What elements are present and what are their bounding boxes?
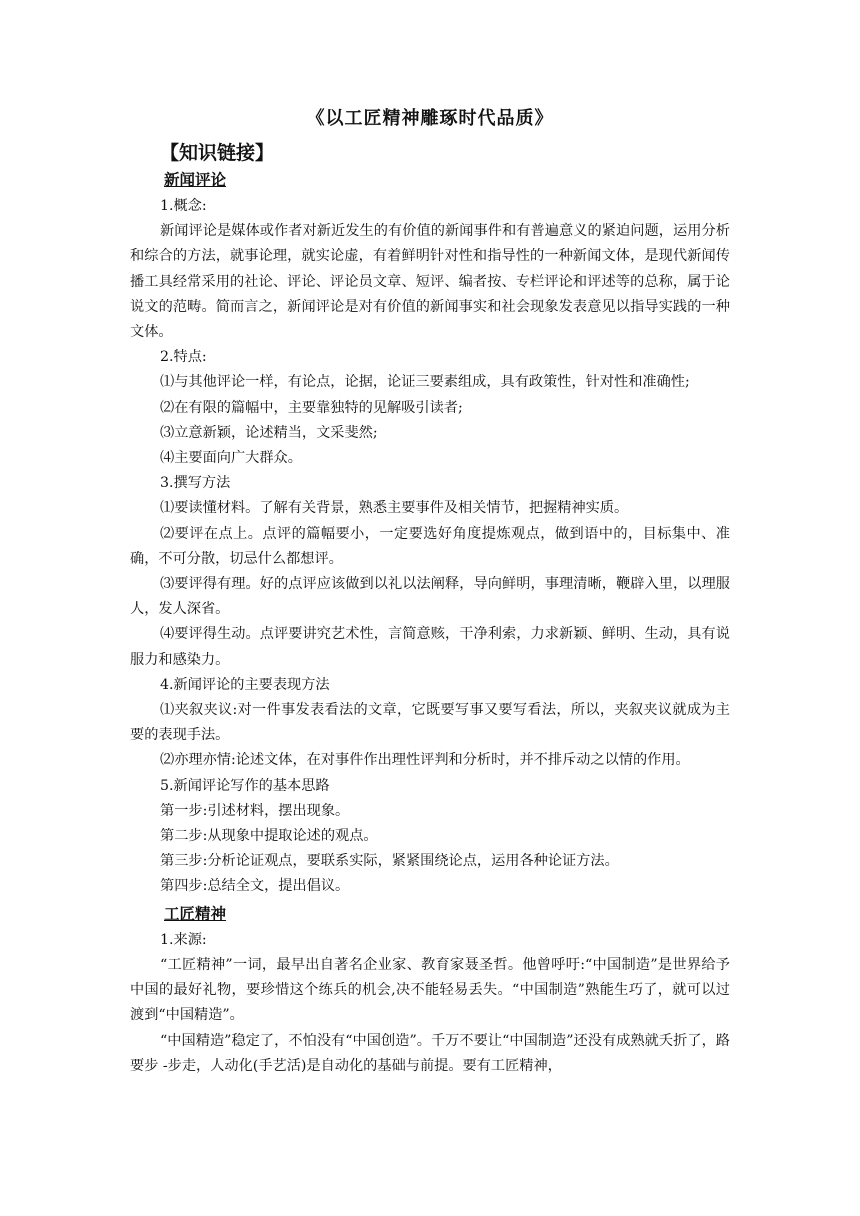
expression-item: ⑴夹叙夹议:对一件事发表看法的文章，它既要写事又要写看法，所以，夹叙夹议就成为主要的表现手法。 xyxy=(130,702,730,744)
document-body xyxy=(130,166,730,1079)
method-item: ⑴要读懂材料。了解有关背景，熟悉主要事件及相关情节，把握精神实质。 xyxy=(160,500,629,517)
knowledge-link-heading: 【知识链接】 xyxy=(160,142,275,164)
feature-item: ⑶立意新颖，论述精当，文采斐然; xyxy=(160,424,378,441)
feature-item: ⑷主要面向广大群众。 xyxy=(160,450,302,467)
source-paragraph: “工匠精神”一词，最早出自著名企业家、教育家聂圣哲。他曾呼吁:“中国制造”是世界给予中国的最好礼物，要珍惜这个练兵的机会,决不能轻易丢失。“中国制造”熟能生巧了，就可以过渡到“中国精造”。 xyxy=(130,956,730,1024)
news-review-heading: 新闻评论 xyxy=(164,171,227,189)
step-item: 第四步:总结全文，提出倡议。 xyxy=(160,878,350,895)
method-item: ⑷要评得生动。点评要讲究艺术性，言简意赅，干净利索，力求新颖、鲜明、生动，具有说服力和感染力。 xyxy=(130,626,730,668)
step-item: 第二步:从现象中提取论述的观点。 xyxy=(160,828,378,845)
feature-item: ⑴与其他评论一样，有论点，论据，论证三要素组成，具有政策性，针对性和准确性; xyxy=(160,374,690,391)
approach-label: 5.新闻评论写作的基本思路 xyxy=(160,777,330,794)
feature-item: ⑵在有限的篇幅中，主要靠独特的见解吸引读者; xyxy=(160,399,463,416)
step-item: 第三步:分析论证观点，要联系实际，紧紧围绕论点，运用各种论证方法。 xyxy=(160,853,619,870)
craftsman-heading: 工匠精神 xyxy=(164,904,227,923)
concept-paragraph: 新闻评论是媒体或作者对新近发生的有价值的新闻事件和有普遍意义的紧迫问题，运用分析和综合的方法，就事论理，就实论虚，有着鲜明针对性和指导性的一种新闻文体，是现代新闻传播工具经常采用的社论、评论、评论员文章、短评、编者按、专栏评论和评述等的总称，属于论说文的范畴。简而言之，新闻评论是对有价值的新闻事实和社会现象发表意见以指导实践的一种文体。 xyxy=(130,223,730,341)
expression-label: 4.新闻评论的主要表现方法 xyxy=(160,676,330,693)
methods-label: 3.撰写方法 xyxy=(160,475,231,492)
source-label: 1.来源: xyxy=(160,931,207,948)
features-label: 2.特点: xyxy=(160,349,207,366)
method-item: ⑶要评得有理。好的点评应该做到以礼以法阐释，导向鲜明，事理清晰，鞭辟入里，以理服人，发人深省。 xyxy=(130,576,730,618)
source-paragraph: “中国精造”稳定了，不怕没有“中国创造”。千万不要让“中国制造”还没有成熟就夭折了，路要步 -步走，人动化(手艺活)是自动化的基础与前提。要有工匠精神， xyxy=(130,1032,730,1074)
concept-label: 1.概念: xyxy=(160,198,207,214)
document-title: 《以工匠精神雕琢时代品质》 xyxy=(306,108,554,129)
expression-item: ⑵亦理亦情:论述文体，在对事件作出理性评判和分析时，并不排斥动之以情的作用。 xyxy=(160,752,690,769)
step-item: 第一步:引述材料，摆出现象。 xyxy=(160,802,350,819)
method-item: ⑵要评在点上。点评的篇幅要小，一定要选好角度提炼观点，做到语中的，目标集中、准确，不可分散，切忌什么都想评。 xyxy=(130,525,730,567)
